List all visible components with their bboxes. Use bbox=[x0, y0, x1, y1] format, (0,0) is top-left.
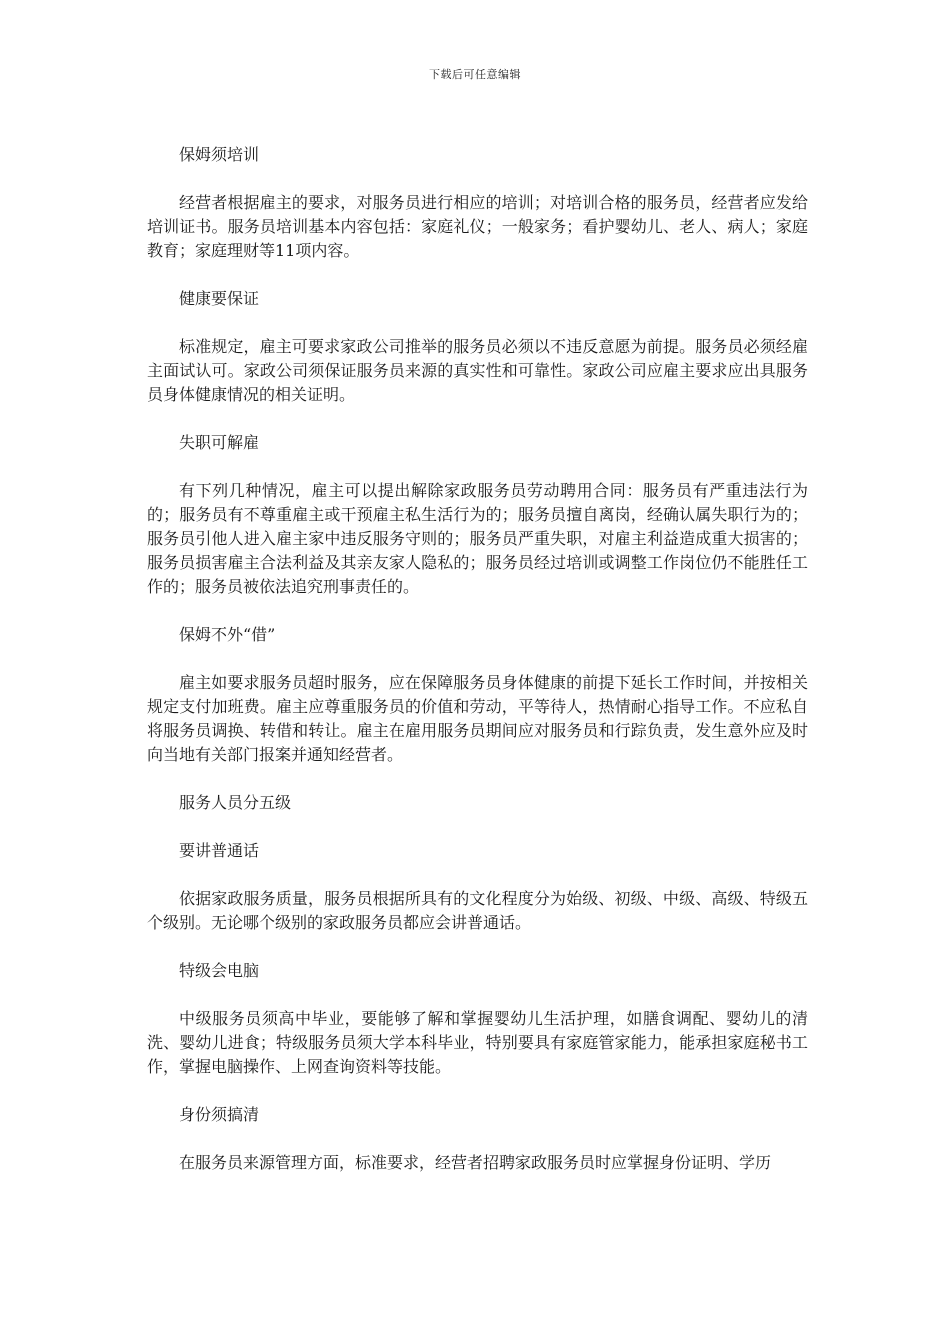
section-paragraph: 依据家政服务质量，服务员根据所具有的文化程度分为始级、初级、中级、高级、特级五个级别。无论哪个级别的家政服务员都应会讲普通话。 bbox=[147, 889, 808, 932]
section-heading: 特级会电脑 bbox=[179, 961, 260, 980]
section-heading: 保姆须培训 bbox=[179, 145, 260, 164]
section-paragraph: 标准规定，雇主可要求家政公司推举的服务员必须以不违反意愿为前提。服务员必须经雇主面试认可。家政公司须保证服务员来源的真实性和可靠性。家政公司应雇主要求应出具服务员身体健康情况的相关证明。 bbox=[147, 337, 808, 404]
section-paragraph: 经营者根据雇主的要求，对服务员进行相应的培训；对培训合格的服务员，经营者应发给培训证书。服务员培训基本内容包括：家庭礼仪；一般家务；看护婴幼儿、老人、病人；家庭教育；家庭理财等11项内容。 bbox=[147, 193, 808, 260]
section-paragraph: 有下列几种情况，雇主可以提出解除家政服务员劳动聘用合同：服务员有严重违法行为的；服务员有不尊重雇主或干预雇主私生活行为的；服务员擅自离岗，经确认属失职行为的；服务员引他人进入雇主家中违反服务守则的；服务员严重失职，对雇主利益造成重大损害的；服务员损害雇主合法利益及其亲友家人隐私的；服务员经过培训或调整工作岗位仍不能胜任工作的；服务员被依法追究刑事责任的。 bbox=[147, 481, 808, 596]
section-heading: 服务人员分五级 bbox=[179, 793, 292, 812]
section-paragraph: 雇主如要求服务员超时服务，应在保障服务员身体健康的前提下延长工作时间，并按相关规定支付加班费。雇主应尊重服务员的价值和劳动，平等待人，热情耐心指导工作。不应私自将服务员调换、转借和转让。雇主在雇用服务员期间应对服务员和行踪负责，发生意外应及时向当地有关部门报案并通知经营者。 bbox=[147, 673, 808, 764]
section-paragraph: 在服务员来源管理方面，标准要求，经营者招聘家政服务员时应掌握身份证明、学历 bbox=[179, 1153, 772, 1172]
header-note: 下载后可任意编辑 bbox=[429, 68, 521, 81]
section-heading: 要讲普通话 bbox=[179, 841, 260, 860]
section-heading: 身份须搞清 bbox=[179, 1105, 260, 1124]
section-heading: 健康要保证 bbox=[179, 289, 260, 308]
section-heading: 保姆不外“借” bbox=[179, 625, 276, 644]
section-paragraph: 中级服务员须高中毕业，要能够了解和掌握婴幼儿生活护理，如膳食调配、婴幼儿的清洗、婴幼儿进食；特级服务员须大学本科毕业，特别要具有家庭管家能力，能承担家庭秘书工作，掌握电脑操作、上网查询资料等技能。 bbox=[147, 1009, 808, 1076]
section-heading: 失职可解雇 bbox=[179, 433, 260, 452]
document-body bbox=[147, 143, 808, 1175]
